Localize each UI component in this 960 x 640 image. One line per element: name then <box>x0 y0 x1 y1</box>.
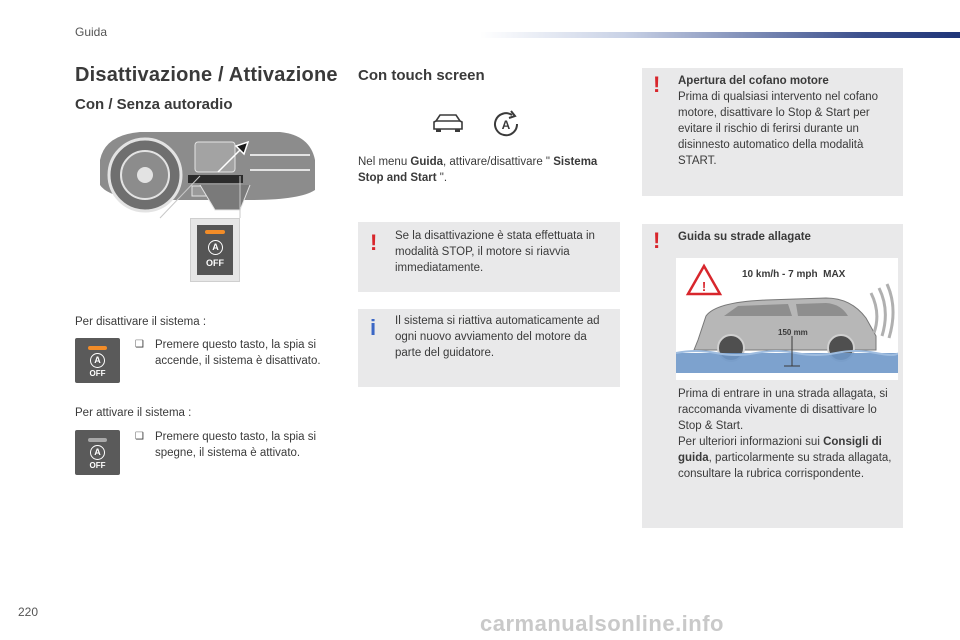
led-indicator <box>205 230 225 234</box>
warning-box-flooded <box>642 224 903 528</box>
dashboard-illustration <box>100 130 315 220</box>
page-number: 220 <box>18 605 39 619</box>
svg-text:!: ! <box>701 279 707 294</box>
touch-screen-title: Con touch screen <box>358 67 485 84</box>
page-title: Disattivazione / Attivazione <box>75 64 338 86</box>
off-label: OFF <box>206 258 224 268</box>
off-label: OFF <box>89 369 106 378</box>
activate-intro: Per attivare il sistema : <box>75 407 192 419</box>
bullet-icon: ❑ <box>135 339 144 350</box>
subtitle-autoradio: Con / Senza autoradio <box>75 96 233 113</box>
button-led-on <box>75 338 120 383</box>
flooded-text-2: Per ulteriori informazioni sui Consigli di guida, particolarmente su strada allagata, consultare la rubrica corrispondente. <box>678 436 892 480</box>
warning-text: Se la disattivazione è stata effettuata in modalità STOP, il motore si riavvia immediatamente. <box>395 230 595 274</box>
depth-label: 150 mm <box>778 328 808 337</box>
watermark: carmanualsonline.info <box>480 611 724 636</box>
led-off-indicator <box>88 438 107 442</box>
stop-start-icon <box>492 110 520 138</box>
warning-icon: ! <box>653 228 661 253</box>
section-label: Guida <box>75 25 108 39</box>
warning-icon: ! <box>370 230 378 255</box>
header-bar <box>480 32 960 38</box>
flooded-text-1: Prima di entrare in una strada allagata, si raccomanda vivamente di disattivare lo Stop & Start. <box>678 388 888 432</box>
deactivate-bullet: ❑ Premere questo tasto, la spia si accende, il sistema è disattivato. <box>135 339 321 367</box>
warning-box-stop <box>358 222 620 292</box>
flooded-title: Guida su strade allagate <box>678 231 811 243</box>
speed-limit-label: 10 km/h - 7 mph MAX <box>742 269 846 280</box>
info-text: Il sistema si riattiva automaticamente ad ogni nuovo avviamento del motore da parte del guidatore. <box>395 315 600 359</box>
menu-instruction: Nel menu Guida, attivare/disattivare " Sistema Stop and Start ". <box>358 156 598 184</box>
hood-title: Apertura del cofano motore <box>678 75 829 87</box>
activate-bullet: ❑ Premere questo tasto, la spia si spegne, il sistema è attivato. <box>135 431 317 459</box>
warning-icon: ! <box>653 72 661 97</box>
info-box-reactivation <box>358 309 620 387</box>
hood-text: Prima di qualsiasi intervento nel cofano motore, disattivare lo Stop & Start per evitare il rischio di ferirsi durante un disinnesto automatico della modalità START. <box>678 91 879 167</box>
auto-stop-icon: A <box>208 240 223 255</box>
button-led-off <box>75 430 120 475</box>
deactivate-intro: Per disattivare il sistema : <box>75 316 207 328</box>
bullet-icon: ❑ <box>135 431 144 442</box>
svg-text:A: A <box>501 118 511 132</box>
auto-stop-icon: A <box>90 445 105 460</box>
info-icon: i <box>370 315 377 340</box>
car-driving-icon <box>432 112 464 134</box>
auto-stop-icon: A <box>90 353 105 368</box>
button-closeup <box>190 218 240 282</box>
warning-box-hood <box>642 68 903 196</box>
button-face <box>197 225 233 275</box>
led-on-indicator <box>88 346 107 350</box>
off-label: OFF <box>89 461 106 470</box>
